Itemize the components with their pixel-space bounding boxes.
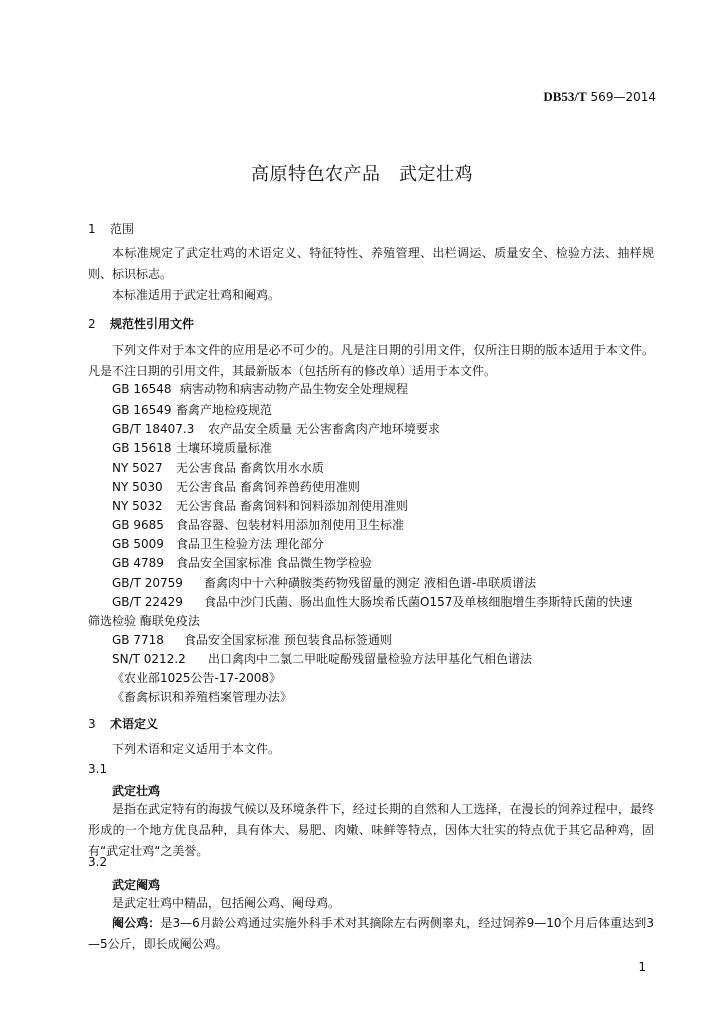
normative-intro: 下列文件对于本文件的应用是必不可少的。凡是注日期的引用文件，仅所注日期的版本适用于本文件。凡是不注日期的引用文件，其最新版本（包括所有的修改单）适用于本文件。 — [88, 343, 654, 378]
reference-code: GB 16549 — [112, 403, 172, 417]
reference-item — [112, 420, 440, 437]
section-number: 1 — [88, 222, 96, 236]
reference-title: 食品容器、包装材料用添加剂使用卫生标准 — [176, 518, 405, 532]
section-number: 3 — [88, 717, 96, 731]
term-name: 武定壮鸡 — [112, 784, 161, 798]
sub-term-name: 阉公鸡： — [112, 916, 161, 930]
reference-item — [112, 478, 360, 495]
reference-code: GB/T 22429 — [112, 595, 183, 609]
reference-code: SN/T 0212.2 — [112, 652, 186, 666]
reference-title: 无公害食品 畜禽饲料和饲料添加剂使用准则 — [176, 499, 408, 513]
reference-item — [112, 497, 408, 514]
reference-document: 《畜禽标识和养殖档案管理办法》 — [112, 690, 293, 704]
scope-paragraph-1: 本标准规定了武定壮鸡的术语定义、特征特性、养殖管理、出栏调运、质量安全、检验方法、抽样规则、标识标志。 — [88, 246, 654, 281]
term-number: 3.1 — [88, 762, 108, 776]
reference-code: NY 5030 — [112, 480, 163, 494]
section-title: 术语定义 — [110, 717, 159, 731]
reference-code: NY 5032 — [112, 499, 163, 513]
sub-term-definition: 是3—6月龄公鸡通过实施外科手术对其摘除左右两侧睾丸，经过饲养9—10个月后体重达到3—5公斤，即长成阉公鸡。 — [88, 916, 654, 951]
reference-code: GB/T 18407.3 — [112, 422, 195, 436]
reference-item — [112, 650, 532, 667]
reference-item — [112, 401, 272, 418]
page-number: 1 — [638, 960, 646, 974]
section-1-heading — [88, 220, 134, 237]
reference-code: GB 5009 — [112, 537, 164, 551]
terms-intro: 下列术语和定义适用于本文件。 — [112, 742, 281, 756]
reference-title: 畜禽产地检疫规范 — [176, 403, 273, 417]
reference-document: 《农业部1025公告-17-2008》 — [112, 671, 282, 685]
reference-title: 畜禽肉中十六种磺胺类药物残留量的测定 液相色谱-串联质谱法 — [204, 576, 537, 590]
reference-item — [112, 516, 404, 533]
reference-title: 出口禽肉中二氯二甲吡啶酚残留量检验方法甲基化气相色谱法 — [208, 652, 533, 666]
reference-item — [112, 439, 272, 456]
reference-title: 病害动物和病害动物产品生物安全处理规程 — [180, 382, 409, 396]
section-title: 范围 — [110, 222, 135, 236]
reference-item — [112, 535, 324, 552]
term-name: 武定阉鸡 — [112, 878, 161, 892]
reference-item — [112, 631, 392, 648]
reference-code: NY 5027 — [112, 461, 163, 475]
reference-code: GB 9685 — [112, 518, 164, 532]
reference-title: 食品卫生检验方法 理化部分 — [176, 537, 324, 551]
section-title: 规范性引用文件 — [110, 317, 195, 331]
term-definition: 是指在武定特有的海拔气候以及环境条件下，经过长期的自然和人工选择，在漫长的饲养过程中，最终形成的一个地方优良品种，具有体大、易肥、肉嫩、味鲜等特点，因体大壮实的特点优于其它品种鸡，固有“武定壮鸡“之美誉。 — [88, 802, 654, 858]
reference-item — [112, 380, 408, 397]
reference-title: 食品中沙门氏菌、肠出血性大肠埃希氏菌O157及单核细胞增生李斯特氏菌的快速 — [204, 595, 633, 609]
page-title: 高原特色农产品 武定壮鸡 — [251, 164, 473, 185]
reference-code: GB 15618 — [112, 441, 172, 455]
reference-item — [112, 593, 632, 610]
document-number — [543, 89, 656, 105]
reference-item-continued: 筛选检验 酶联免疫法 — [88, 614, 200, 628]
scope-paragraph-2: 本标准适用于武定壮鸡和阉鸡。 — [112, 288, 281, 302]
reference-title: 农产品安全质量 无公害畜禽肉产地环境要求 — [208, 422, 440, 436]
reference-code: GB 7718 — [112, 633, 164, 647]
term-number: 3.2 — [88, 855, 108, 869]
doc-number: 569—2014 — [590, 90, 656, 104]
reference-item — [112, 459, 324, 476]
reference-item — [112, 574, 536, 591]
term-definition: 是武定壮鸡中精品，包括阉公鸡、阉母鸡。 — [112, 896, 341, 910]
reference-code: GB 16548 — [112, 382, 172, 396]
sub-term-paragraph — [88, 913, 654, 955]
reference-code: GB/T 20759 — [112, 576, 183, 590]
reference-title: 无公害食品 畜禽饮用水水质 — [176, 461, 324, 475]
reference-title: 食品安全国家标准 食品微生物学检验 — [176, 556, 372, 570]
reference-title: 食品安全国家标准 预包装食品标签通则 — [184, 633, 392, 647]
reference-item — [112, 554, 372, 571]
reference-code: GB 4789 — [112, 556, 164, 570]
doc-prefix: DB53/T — [543, 89, 587, 104]
reference-title: 土壤环境质量标准 — [176, 441, 273, 455]
section-number: 2 — [88, 317, 96, 331]
section-2-heading — [88, 315, 194, 332]
section-3-heading — [88, 715, 158, 732]
reference-title: 无公害食品 畜禽饲养兽药使用准则 — [176, 480, 360, 494]
